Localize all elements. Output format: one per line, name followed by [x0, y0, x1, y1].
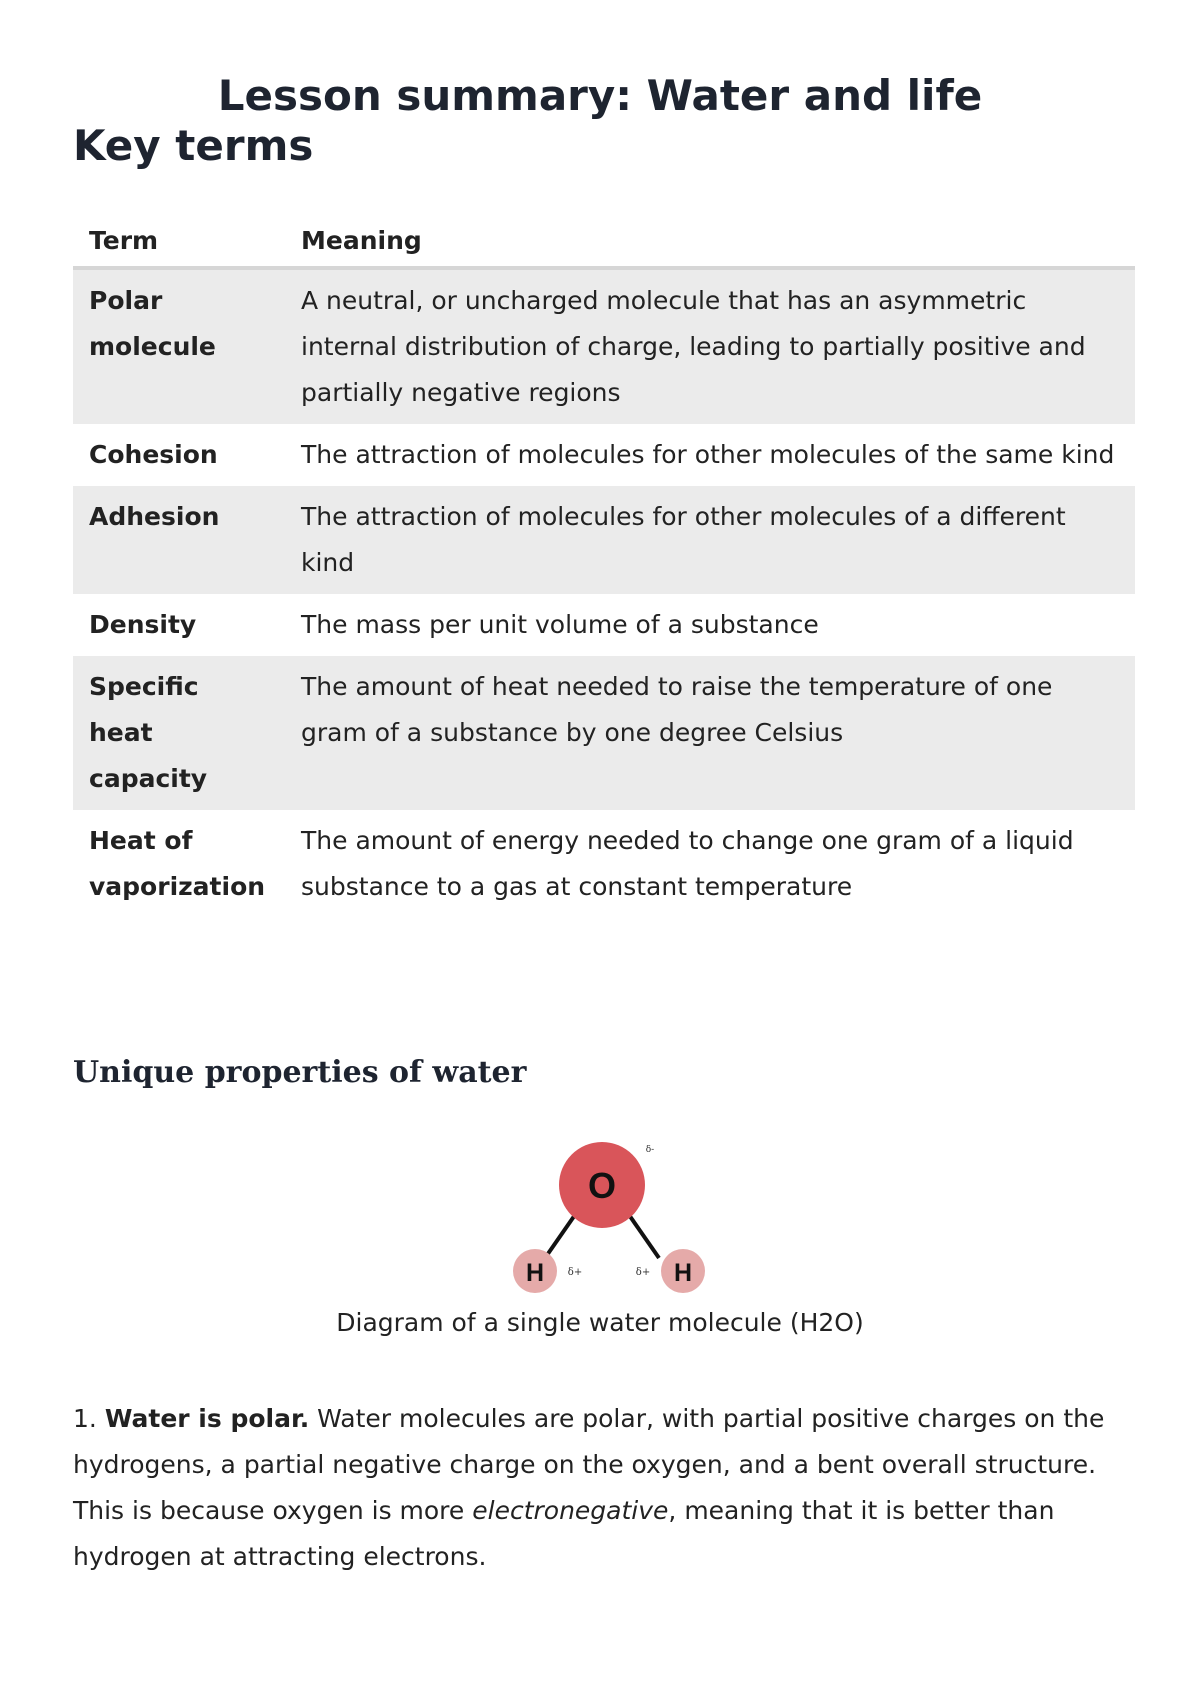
- term-cell: Density: [89, 610, 197, 639]
- property-text-a: Water molecules are polar, with partial positive charges on the hydrogens, a partial negative charge on the oxygen, and a bent overall structure. This is because oxygen is more: [73, 1404, 1105, 1525]
- table-row: [73, 810, 1150, 918]
- list-number: 1.: [73, 1404, 97, 1433]
- key-terms-table: [73, 212, 1165, 918]
- meaning-cell: The mass per unit volume of a substance: [285, 594, 1150, 656]
- term-cell: Adhesion: [73, 486, 285, 594]
- term-cell: Specific heat capacity: [73, 656, 285, 810]
- meaning-cell: A neutral, or uncharged molecule that has an asymmetric internal distribution of charge, leading to partially positive and partially negative regions: [285, 268, 1150, 424]
- unique-properties-heading: Unique properties of water: [73, 1055, 527, 1090]
- table-row: [73, 594, 1150, 656]
- delta-positive-label-right: δ+: [635, 1267, 651, 1278]
- water-molecule-diagram: [487, 1120, 717, 1295]
- page-title: Lesson summary: Water and life: [217, 71, 983, 120]
- term-cell: Heat of vaporization: [89, 826, 266, 901]
- table-header-row: [73, 212, 1150, 268]
- meaning-cell: The attraction of molecules for other molecules of the same kind: [285, 424, 1150, 486]
- bond-left: [545, 1212, 577, 1258]
- hydrogen-label-right: H: [673, 1259, 693, 1287]
- bond-right: [627, 1212, 659, 1258]
- term-cell: Cohesion: [89, 440, 218, 469]
- meaning-cell: The attraction of molecules for other molecules of a different kind: [285, 486, 1150, 594]
- hydrogen-label-left: H: [525, 1259, 545, 1287]
- term-cell: Polar molecule: [73, 268, 285, 424]
- key-terms-heading: Key terms: [73, 121, 314, 170]
- diagram-caption: Diagram of a single water molecule (H2O): [336, 1308, 864, 1337]
- oxygen-label: O: [587, 1165, 617, 1206]
- meaning-cell: The amount of energy needed to change one gram of a liquid substance to a gas at constant temperature: [285, 810, 1150, 918]
- table-row: [73, 656, 1150, 810]
- emphasis-term: electronegative: [472, 1496, 669, 1525]
- meaning-cell: The amount of heat needed to raise the temperature of one gram of a substance by one degree Celsius: [285, 656, 1150, 810]
- table-row: [73, 268, 1150, 424]
- delta-positive-label-left: δ+: [567, 1267, 583, 1278]
- table-row: [73, 486, 1150, 594]
- property-lead: Water is polar.: [104, 1404, 310, 1433]
- column-header-meaning: Meaning: [285, 212, 1150, 268]
- property-paragraph-1: [73, 1396, 1133, 1580]
- property-text-b: , meaning that it is better than hydrogen at attracting electrons.: [73, 1496, 1055, 1571]
- delta-negative-label: δ-: [645, 1145, 655, 1155]
- column-header-term: Term: [73, 212, 285, 268]
- table-row: [73, 424, 1150, 486]
